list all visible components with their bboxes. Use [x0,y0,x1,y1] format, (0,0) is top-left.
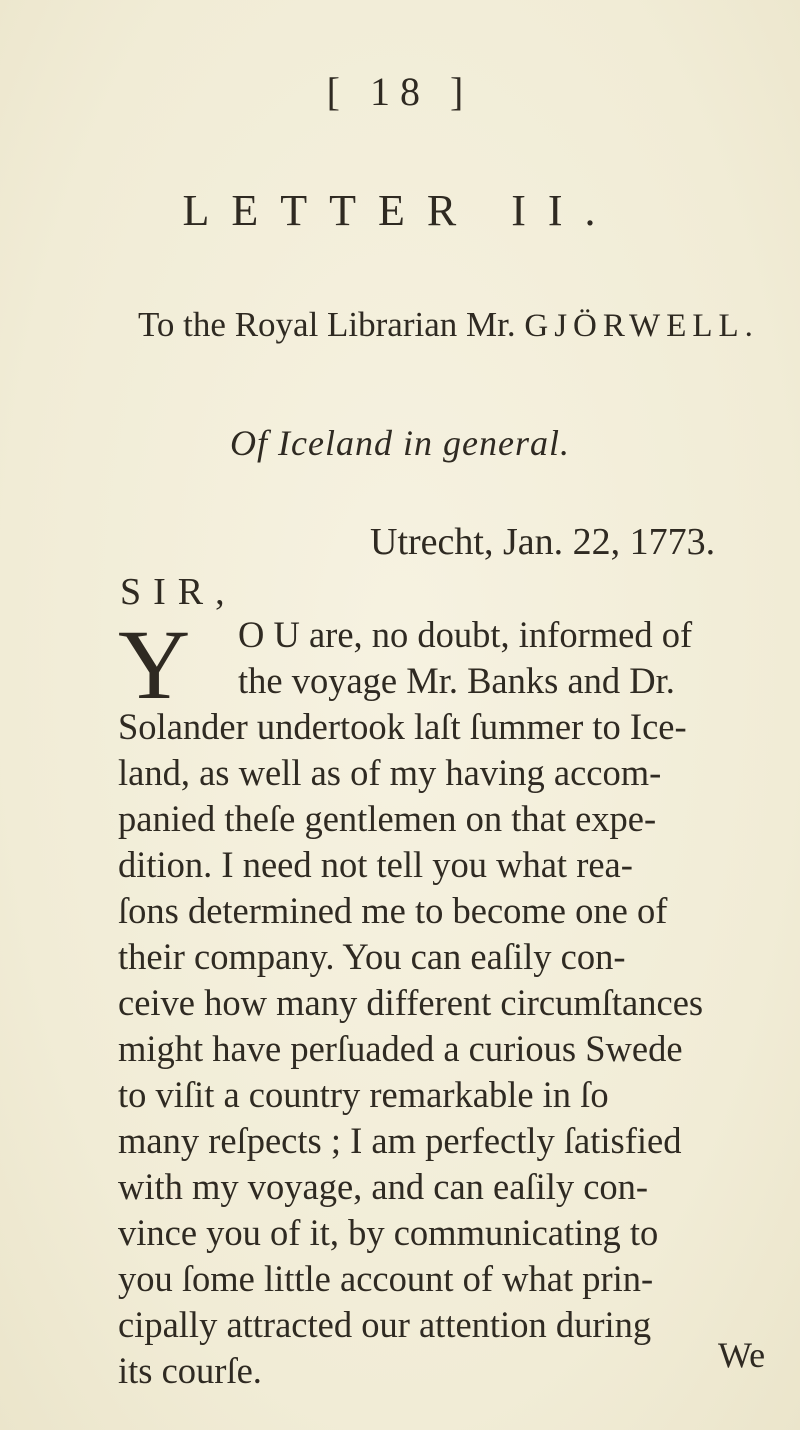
body-line: with my voyage, and can eaſily con- [118,1166,649,1207]
recipient-name: GJÖRWELL. [524,308,759,344]
letter-heading: LETTER II. [182,186,618,235]
body-line: Solander undertook laſt ſummer to Ice- [118,706,687,747]
salutation: SIR, [120,571,237,613]
letter-body [118,609,786,1394]
body-line: to viſit a country remarkable in ſo [118,1074,609,1115]
body-line: their company. You can eaſily con- [118,936,626,977]
body-line: ceive how many different circumſtances [118,982,704,1023]
drop-cap: Y [118,609,191,720]
body-line: you ſome little account of what prin- [118,1258,654,1299]
body-line: dition. I need not tell you what rea- [118,844,633,885]
page-number: [ 18 ] [326,69,474,114]
body-line: cipally attracted our attention during [118,1304,652,1345]
body-line: ſons determined me to become one of [118,890,668,931]
dedication-prefix: To the Royal Librarian Mr. [138,305,516,344]
letter-subtitle: Of Iceland in general. [230,423,570,463]
body-line: panied theſe gentlemen on that expe- [118,798,657,839]
body-line: might have perſuaded a curious Swede [118,1028,683,1069]
dateline: Utrecht, Jan. 22, 1773. [370,521,716,563]
body-line: many reſpects ; I am perfectly ſatisfied [118,1120,682,1161]
body-line: its courſe. [118,1350,262,1391]
dedication-line [138,305,798,345]
body-line: vince you of it, by communicating to [118,1212,659,1253]
body-line: land, as well as of my having accom- [118,752,662,793]
body-line: the voyage Mr. Banks and Dr. [238,660,675,701]
catchword: We [718,1335,766,1375]
body-line: O U are, no doubt, informed of [238,614,693,655]
